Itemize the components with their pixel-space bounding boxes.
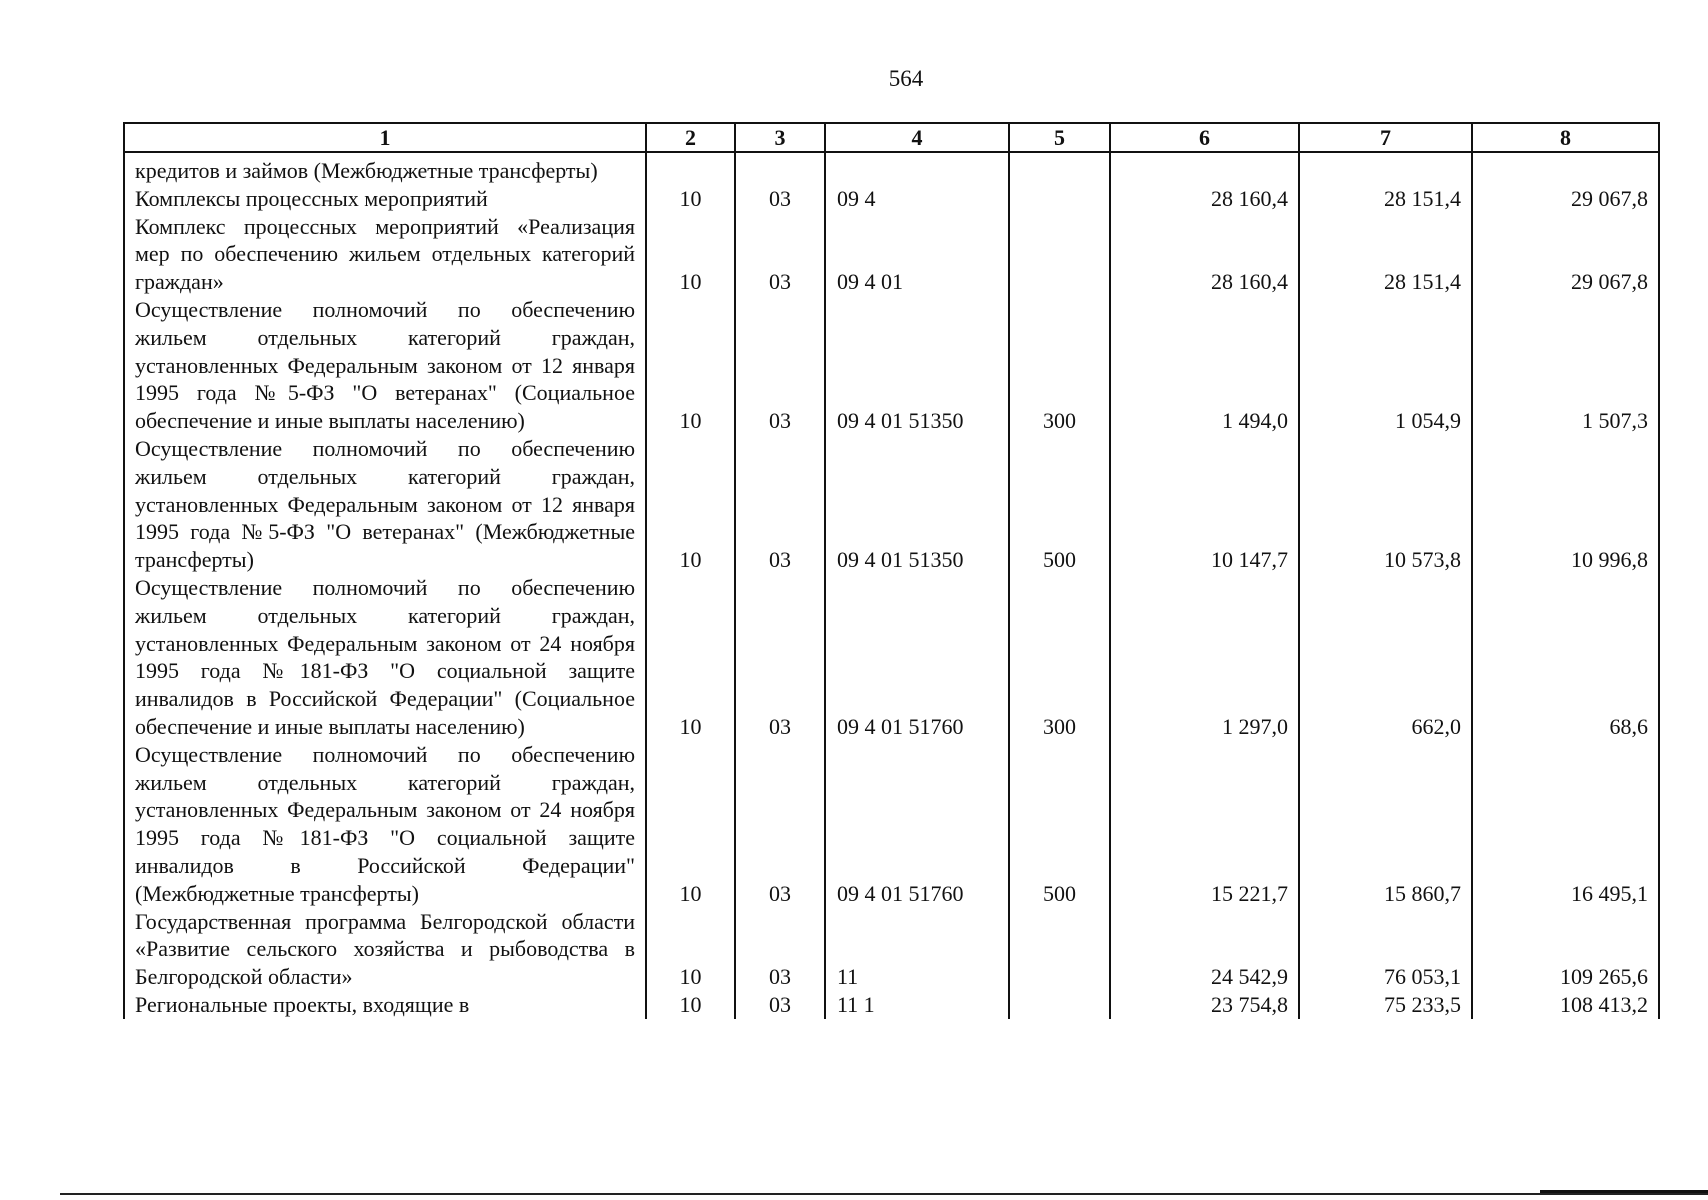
row-target-code: 09 4 01 bbox=[825, 213, 1009, 296]
budget-table bbox=[123, 122, 1660, 1019]
row-target-code: 09 4 01 51350 bbox=[825, 296, 1009, 435]
row-amount-8: 1 507,3 bbox=[1472, 296, 1659, 435]
page-number: 564 bbox=[888, 66, 924, 91]
row-description: Осуществление полномочий по обеспечению жильем отдельных категорий граждан, установленных Федеральным законом от 12 января 1995 года №5-ФЗ "О ветеранах" (Межбюджетные трансферты) bbox=[124, 435, 646, 574]
row-section: 10 bbox=[646, 741, 735, 908]
row-expense-type: 300 bbox=[1009, 574, 1110, 741]
row-expense-type: 300 bbox=[1009, 296, 1110, 435]
row-description: Осуществление полномочий по обеспечению жильем отдельных категорий граждан, установленных Федеральным законом от 24 ноября 1995 года №181-ФЗ "О социальной защите инвалидов в Российской Федерации" (Социальное обеспечение и иные выплаты населению) bbox=[124, 574, 646, 741]
row-expense-type bbox=[1009, 213, 1110, 296]
table-row bbox=[124, 908, 1659, 991]
row-subsection: 03 bbox=[735, 908, 825, 991]
row-description: Комплекс процессных мероприятий «Реализация мер по обеспечению жильем отдельных категорий граждан» bbox=[124, 213, 646, 296]
table-row bbox=[124, 213, 1659, 296]
scan-edge-line bbox=[1540, 1190, 1708, 1193]
row-subsection: 03 bbox=[735, 741, 825, 908]
row-amount-8: 29 067,8 bbox=[1472, 213, 1659, 296]
row-amount-6: 15 221,7 bbox=[1110, 741, 1299, 908]
row-amount-8: 16 495,1 bbox=[1472, 741, 1659, 908]
table-row bbox=[124, 185, 1659, 213]
table-row bbox=[124, 574, 1659, 741]
row-target-code: 09 4 01 51350 bbox=[825, 435, 1009, 574]
row-amount-6: 10 147,7 bbox=[1110, 435, 1299, 574]
row-description: Государственная программа Белгородской области «Развитие сельского хозяйства и рыбоводства в Белгородской области» bbox=[124, 908, 646, 991]
row-amount-7: 1 054,9 bbox=[1299, 296, 1472, 435]
row-target-code: 11 1 bbox=[825, 991, 1009, 1019]
table-row bbox=[124, 991, 1659, 1019]
row-expense-type: 500 bbox=[1009, 741, 1110, 908]
table-row bbox=[124, 741, 1659, 908]
row-section: 10 bbox=[646, 185, 735, 213]
row-expense-type bbox=[1009, 991, 1110, 1019]
header-cell: 1 bbox=[124, 123, 646, 152]
header-cell: 7 bbox=[1299, 123, 1472, 152]
row-expense-type bbox=[1009, 185, 1110, 213]
row-amount-6: 24 542,9 bbox=[1110, 908, 1299, 991]
header-cell: 8 bbox=[1472, 123, 1659, 152]
row-amount-7: 15 860,7 bbox=[1299, 741, 1472, 908]
header-cell: 6 bbox=[1110, 123, 1299, 152]
header-row bbox=[124, 123, 1659, 152]
row-amount-8: 10 996,8 bbox=[1472, 435, 1659, 574]
row-amount-7: 76 053,1 bbox=[1299, 908, 1472, 991]
row-subsection: 03 bbox=[735, 296, 825, 435]
row-description: Осуществление полномочий по обеспечению жильем отдельных категорий граждан, установленных Федеральным законом от 12 января 1995 года №5-ФЗ "О ветеранах" (Социальное обеспечение и иные выплаты населению) bbox=[124, 296, 646, 435]
row-target-code: 09 4 01 51760 bbox=[825, 741, 1009, 908]
header-cell: 3 bbox=[735, 123, 825, 152]
row-section: 10 bbox=[646, 574, 735, 741]
header-cell: 4 bbox=[825, 123, 1009, 152]
header-cell: 2 bbox=[646, 123, 735, 152]
row-expense-type: 500 bbox=[1009, 435, 1110, 574]
row-amount-6: 28 160,4 bbox=[1110, 185, 1299, 213]
row-amount-8: 108 413,2 bbox=[1472, 991, 1659, 1019]
row-amount-7: 28 151,4 bbox=[1299, 185, 1472, 213]
row-target-code bbox=[825, 152, 1009, 185]
scan-edge-line bbox=[60, 1193, 1708, 1195]
row-expense-type bbox=[1009, 908, 1110, 991]
row-amount-7: 28 151,4 bbox=[1299, 213, 1472, 296]
row-subsection: 03 bbox=[735, 213, 825, 296]
row-amount-7 bbox=[1299, 152, 1472, 185]
row-target-code: 11 bbox=[825, 908, 1009, 991]
row-amount-6: 28 160,4 bbox=[1110, 213, 1299, 296]
row-section: 10 bbox=[646, 296, 735, 435]
row-subsection: 03 bbox=[735, 574, 825, 741]
table-row bbox=[124, 296, 1659, 435]
row-amount-7: 75 233,5 bbox=[1299, 991, 1472, 1019]
row-subsection: 03 bbox=[735, 185, 825, 213]
row-amount-6: 1 297,0 bbox=[1110, 574, 1299, 741]
row-expense-type bbox=[1009, 152, 1110, 185]
row-subsection: 03 bbox=[735, 991, 825, 1019]
row-description: кредитов и займов (Межбюджетные трансферты) bbox=[124, 152, 646, 185]
row-description: Комплексы процессных мероприятий bbox=[124, 185, 646, 213]
row-section: 10 bbox=[646, 991, 735, 1019]
row-target-code: 09 4 01 51760 bbox=[825, 574, 1009, 741]
row-amount-7: 662,0 bbox=[1299, 574, 1472, 741]
table-row bbox=[124, 435, 1659, 574]
row-section bbox=[646, 152, 735, 185]
row-section: 10 bbox=[646, 908, 735, 991]
row-amount-6: 23 754,8 bbox=[1110, 991, 1299, 1019]
row-description: Региональные проекты, входящие в bbox=[124, 991, 646, 1019]
header-cell: 5 bbox=[1009, 123, 1110, 152]
row-amount-6: 1 494,0 bbox=[1110, 296, 1299, 435]
row-section: 10 bbox=[646, 435, 735, 574]
row-amount-8 bbox=[1472, 152, 1659, 185]
row-target-code: 09 4 bbox=[825, 185, 1009, 213]
row-amount-6 bbox=[1110, 152, 1299, 185]
row-amount-8: 68,6 bbox=[1472, 574, 1659, 741]
table-row bbox=[124, 152, 1659, 185]
row-subsection: 03 bbox=[735, 435, 825, 574]
row-amount-8: 109 265,6 bbox=[1472, 908, 1659, 991]
row-section: 10 bbox=[646, 213, 735, 296]
row-description: Осуществление полномочий по обеспечению жильем отдельных категорий граждан, установленных Федеральным законом от 24 ноября 1995 года №181-ФЗ "О социальной защите инвалидов в Российской Федерации" (Межбюджетные трансферты) bbox=[124, 741, 646, 908]
row-subsection bbox=[735, 152, 825, 185]
row-amount-8: 29 067,8 bbox=[1472, 185, 1659, 213]
row-amount-7: 10 573,8 bbox=[1299, 435, 1472, 574]
